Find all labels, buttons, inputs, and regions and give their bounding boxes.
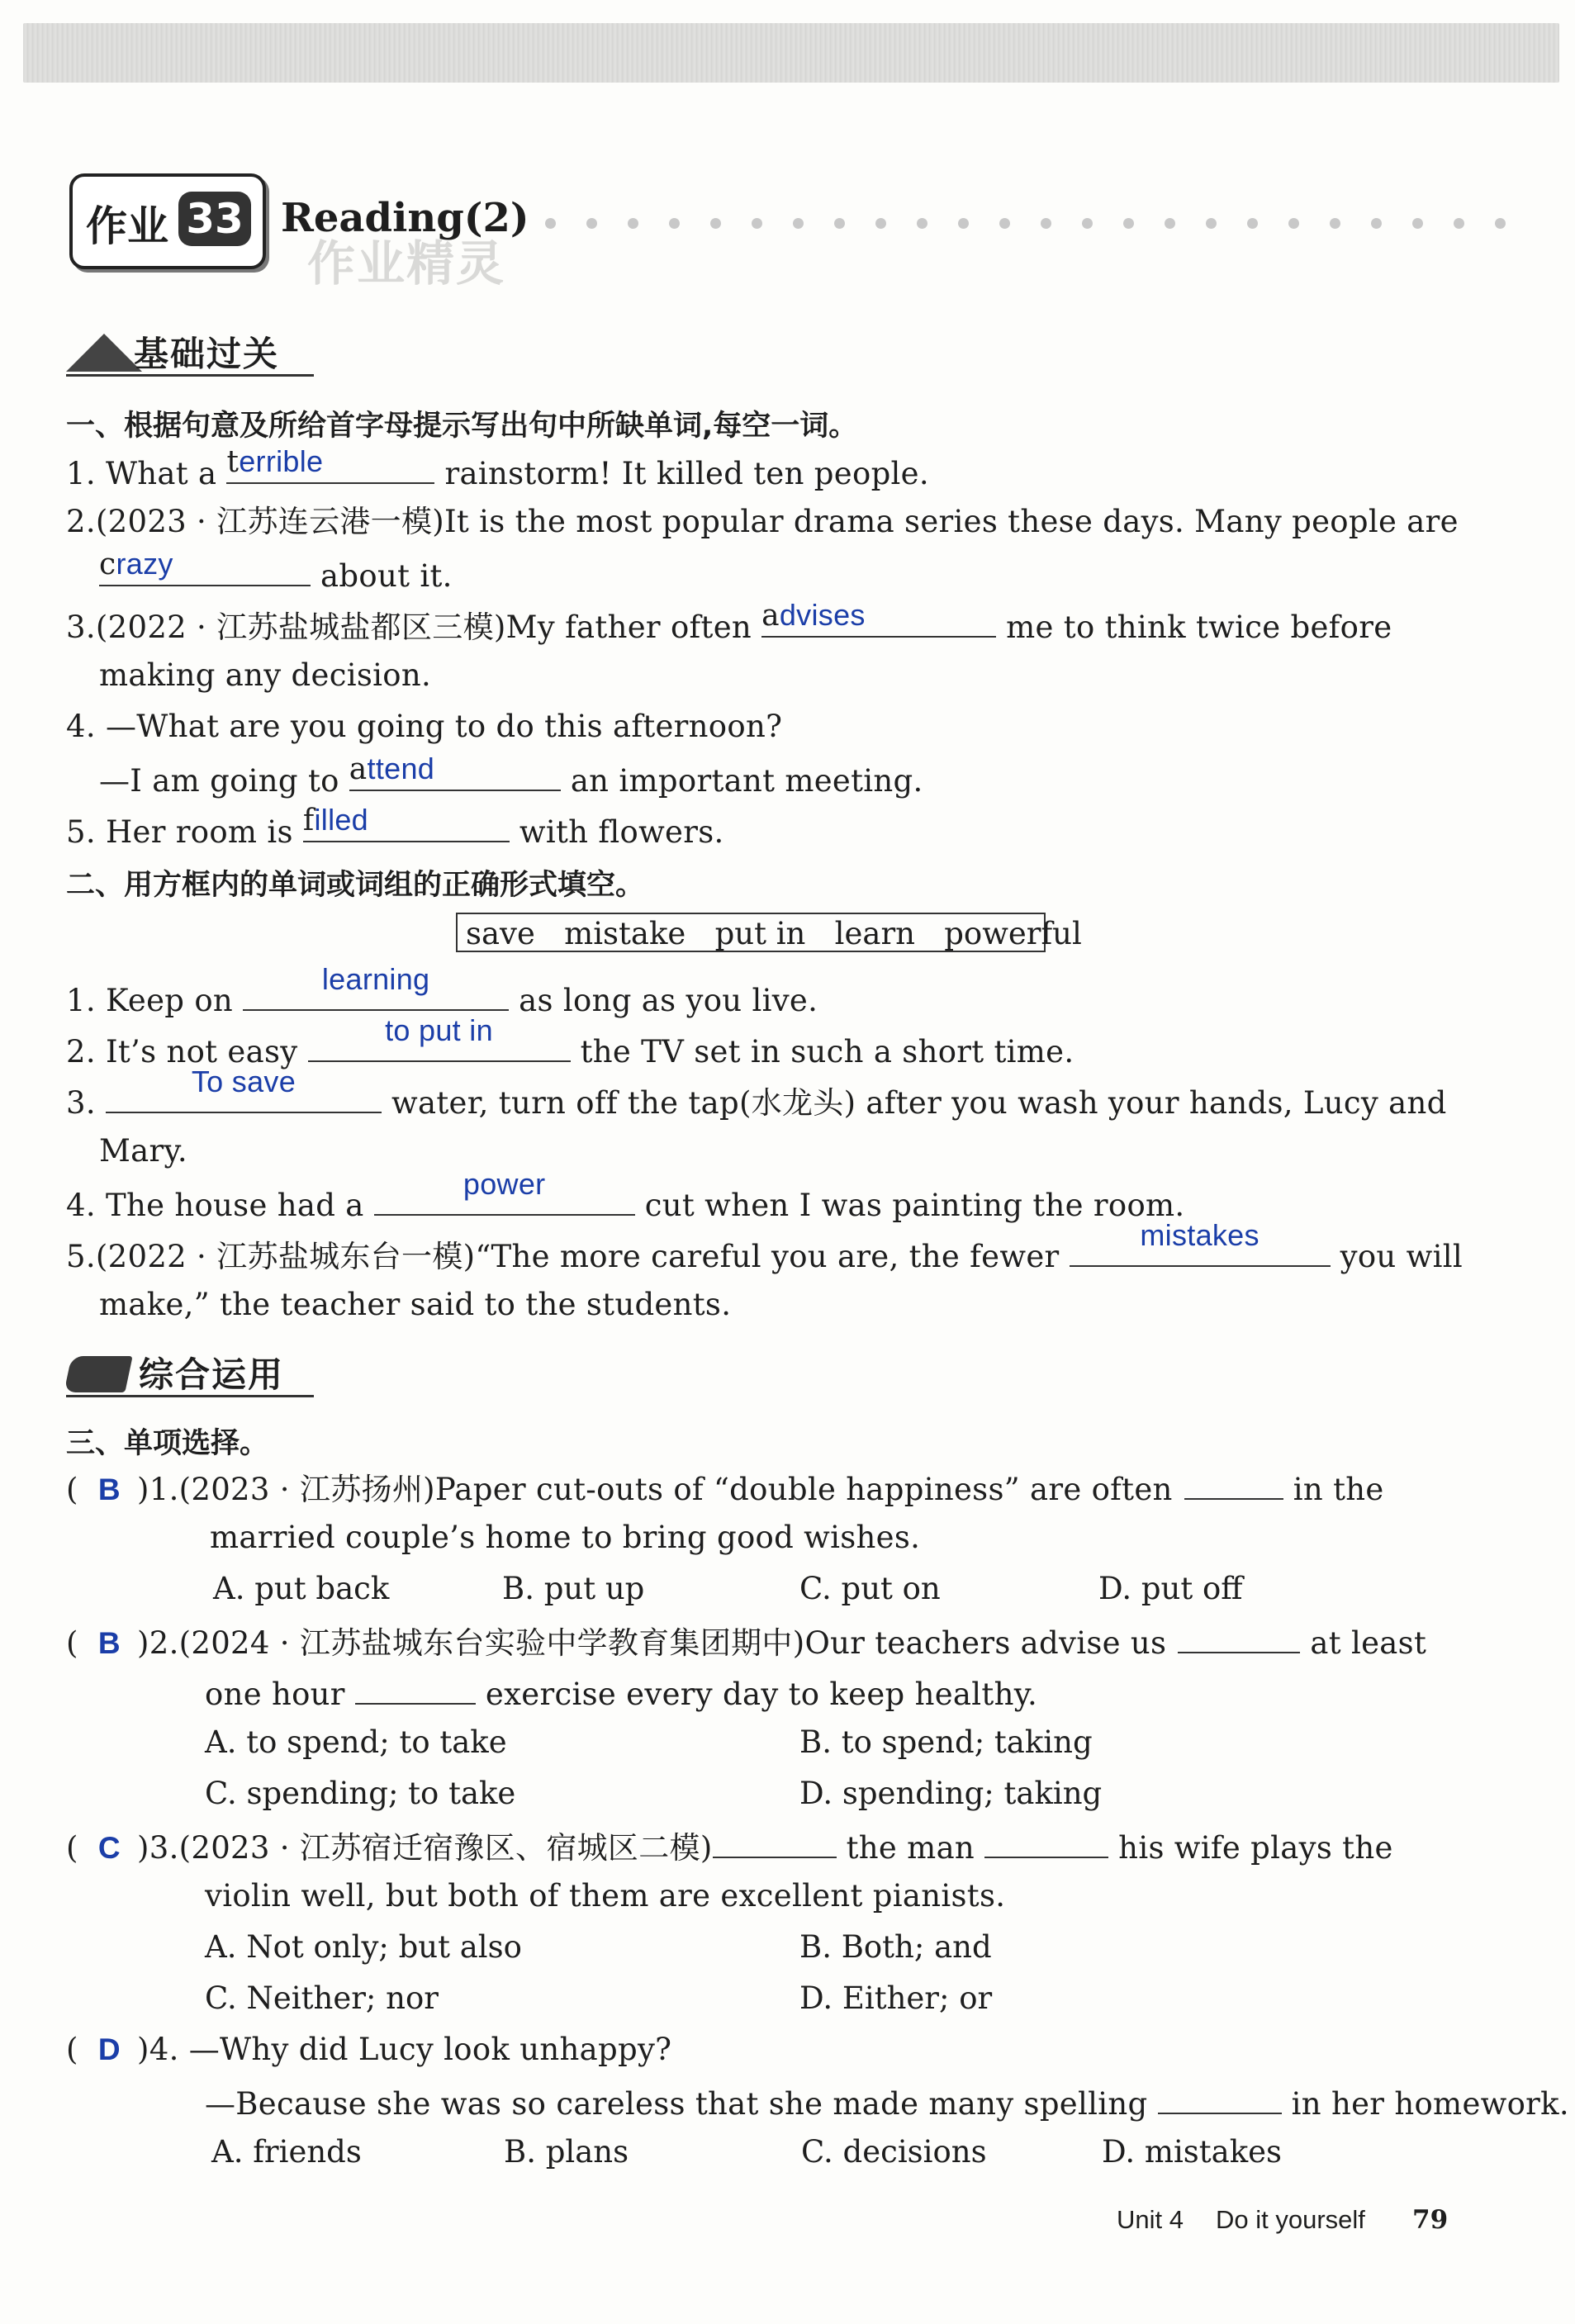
homework-badge — [69, 173, 266, 269]
page-number: 79 — [1412, 2205, 1449, 2235]
section-heading-basics-label: 基础过关 — [134, 334, 280, 374]
answer-blank[interactable] — [355, 1673, 476, 1705]
p3-q1-cont: married couple’s home to bring good wishes. — [210, 1520, 921, 1555]
answer-blank[interactable]: mistakes — [1070, 1236, 1331, 1267]
p3-q4-reply: —Because she was so careless that she made many spelling in her homework. — [205, 2083, 1569, 2122]
footer-topic: Do it yourself — [1216, 2205, 1365, 2234]
p3-q3-opt-c[interactable]: C. Neither; nor — [205, 1980, 439, 2016]
p3-q1: ( B )1.(2023 · 江苏扬州)Paper cut-outs of “double happiness” are often in the — [66, 1468, 1384, 1508]
answer-blank[interactable]: To save — [106, 1082, 382, 1113]
answer-blank[interactable] — [984, 1827, 1108, 1858]
p3-q4-opt-d[interactable]: D. mistakes — [1102, 2134, 1283, 2170]
p1-q3-cont: making any decision. — [99, 657, 432, 693]
mountain-icon — [66, 334, 142, 372]
p1-q2: 2.(2023 · 江苏连云港一模)It is the most popular drama series these days. Many people are — [66, 504, 1459, 539]
homework-number: 33 — [178, 192, 251, 246]
p2-q2: 2. It’s not easy to put in the TV set in such a short time. — [66, 1013, 1075, 1070]
title-dot-leader — [545, 216, 1536, 232]
answer-blank[interactable]: crazy — [99, 555, 311, 586]
p3-q3-opt-a[interactable]: A. Not only; but also — [205, 1929, 522, 1965]
book-icon — [64, 1356, 132, 1392]
part2-instruction: 二、用方框内的单词或词组的正确形式填空。 — [66, 869, 645, 902]
p2-q3-cont: Mary. — [99, 1133, 187, 1169]
p3-q1-opt-d[interactable]: D. put off — [1098, 1571, 1243, 1606]
p2-q5: 5.(2022 · 江苏盐城东台一模)“The more careful you are, the fewer mistakes you will — [66, 1218, 1463, 1274]
choice-answer: B — [97, 1626, 121, 1660]
p3-q2: ( B )2.(2024 · 江苏盐城东台实验中学教育集团期中)Our teachers advise us at least — [66, 1622, 1426, 1662]
p3-q3-opt-b[interactable]: B. Both; and — [799, 1929, 992, 1965]
p3-q3: ( C )3.(2023 · 江苏宿迁宿豫区、宿城区二模) the man his wife plays the — [66, 1827, 1393, 1866]
homework-label: 作业 — [86, 202, 168, 250]
answer-blank[interactable]: to put in — [308, 1031, 571, 1062]
p3-q1-opt-a[interactable]: A. put back — [213, 1571, 390, 1606]
answer-blank[interactable] — [713, 1827, 837, 1858]
p1-q5: 5. Her room is filled with flowers. — [66, 803, 724, 850]
p1-q4: 4. —What are you going to do this afternoon? — [66, 709, 783, 744]
scan-top-band — [23, 23, 1559, 83]
p3-q2-opt-a[interactable]: A. to spend; to take — [205, 1724, 507, 1760]
p1-q1: 1. What a terrible rainstorm! It killed ten people. — [66, 444, 929, 491]
answer-blank[interactable]: learning — [243, 979, 509, 1011]
answer-blank[interactable]: filled — [303, 811, 510, 842]
answer-blank[interactable]: advises — [761, 606, 996, 638]
p3-q4: ( D )4. —Why did Lucy look unhappy? — [66, 2032, 672, 2067]
answer-blank[interactable] — [1178, 1622, 1300, 1653]
section-heading-comprehensive-label: 综合运用 — [139, 1354, 285, 1395]
choice-answer: C — [97, 1831, 121, 1865]
answer-blank[interactable] — [1158, 2083, 1282, 2114]
p3-q4-opt-c[interactable]: C. decisions — [801, 2134, 987, 2170]
p1-q2-cont: crazy about it. — [99, 547, 453, 594]
answer-blank[interactable]: attend — [349, 760, 561, 791]
answer-blank[interactable]: terrible — [226, 453, 434, 484]
section-heading-comprehensive — [66, 1345, 314, 1397]
p3-q3-opt-d[interactable]: D. Either; or — [799, 1980, 993, 2016]
answer-blank[interactable]: power — [374, 1184, 635, 1216]
p3-q1-opt-b[interactable]: B. put up — [502, 1571, 645, 1606]
p3-q1-opt-c[interactable]: C. put on — [799, 1571, 941, 1606]
p3-q2-opt-c[interactable]: C. spending; to take — [205, 1776, 516, 1811]
p1-q4-reply: —I am going to attend an important meeting. — [99, 752, 923, 799]
word-box: save mistake put in learn powerful — [456, 913, 1046, 952]
p3-q3-cont: violin well, but both of them are excellent pianists. — [205, 1878, 1006, 1914]
p3-q2-opt-d[interactable]: D. spending; taking — [799, 1776, 1103, 1811]
section-heading-basics — [66, 324, 314, 377]
p1-q3: 3.(2022 · 江苏盐城盐都区三模)My father often advises me to think twice before — [66, 598, 1392, 645]
footer-unit: Unit 4 — [1117, 2205, 1184, 2234]
choice-answer: D — [97, 2032, 121, 2066]
p3-q4-opt-b[interactable]: B. plans — [504, 2134, 629, 2170]
p3-q4-opt-a[interactable]: A. friends — [211, 2134, 362, 2170]
page-title: Reading(2) — [281, 195, 529, 241]
p2-q5-cont: make,” the teacher said to the students. — [99, 1287, 732, 1322]
p2-q3: 3. To save water, turn off the tap(水龙头) after you wash your hands, Lucy and — [66, 1065, 1447, 1121]
part3-instruction: 三、单项选择。 — [66, 1427, 269, 1460]
watermark: 作业精灵 — [307, 235, 506, 292]
answer-blank[interactable] — [1184, 1468, 1283, 1500]
p2-q1: 1. Keep on learning as long as you live. — [66, 962, 818, 1018]
p2-q4: 4. The house had a power cut when I was painting the room. — [66, 1167, 1185, 1223]
p3-q2-opt-b[interactable]: B. to spend; taking — [799, 1724, 1093, 1760]
p3-q2-cont: one hour exercise every day to keep healthy. — [205, 1673, 1037, 1713]
choice-answer: B — [97, 1473, 121, 1506]
part1-instruction: 一、根据句意及所给首字母提示写出句中所缺单词,每空一词。 — [66, 410, 858, 443]
